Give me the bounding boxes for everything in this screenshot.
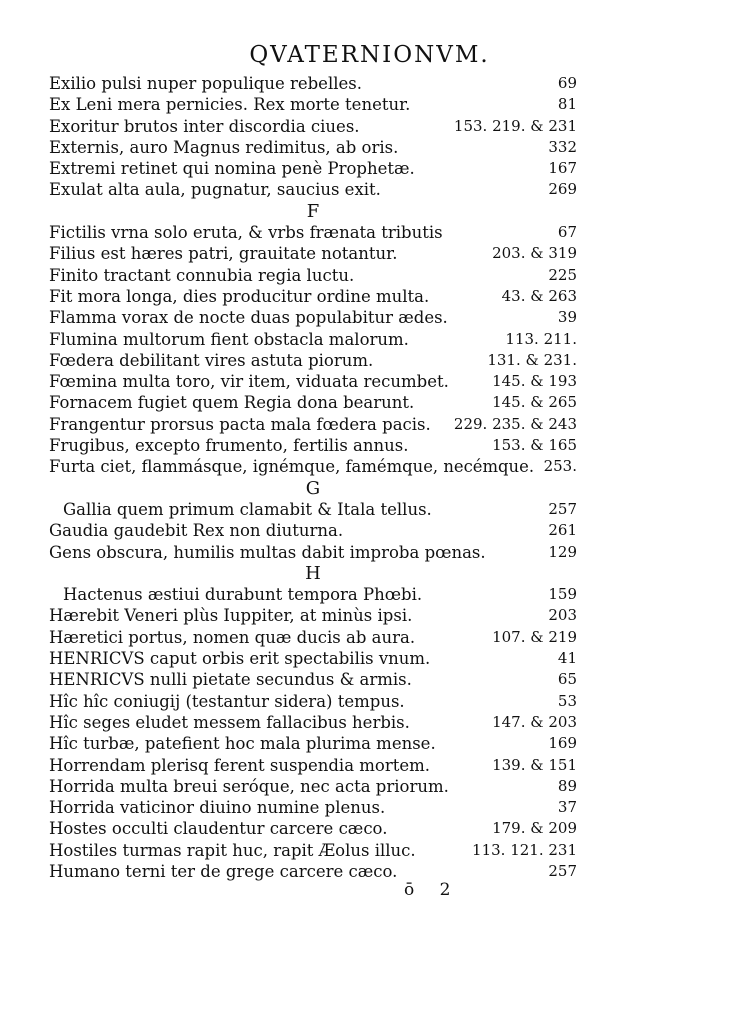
page-reference: 129 xyxy=(548,542,577,561)
page-reference: 253. xyxy=(543,457,577,476)
page-reference: 203 xyxy=(548,606,577,625)
index-entry xyxy=(49,222,577,243)
page-reference: 67 xyxy=(557,223,577,242)
index-entry xyxy=(49,243,577,264)
index-entry xyxy=(49,329,577,350)
entry-text: Gaudia gaudebit Rex non diuturna. xyxy=(49,521,344,541)
index-entry xyxy=(49,456,577,477)
index-entry xyxy=(49,371,577,392)
page-reference: 81 xyxy=(557,95,577,114)
entry-text: Exilio pulsi nuper populique rebelles. xyxy=(49,74,362,93)
page-reference: 179. & 209 xyxy=(492,819,577,838)
entry-text: Hæretici portus, nomen quæ ducis ab aura. xyxy=(49,627,416,647)
entry-text: Fœmina multa toro, vir item, viduata recumbet. xyxy=(49,372,449,392)
page-reference: 43. & 263 xyxy=(501,286,577,305)
page-reference: 257 xyxy=(548,861,577,880)
index-list xyxy=(49,73,577,882)
page-reference: 153. & 165 xyxy=(492,436,577,455)
page-reference: 147. & 203 xyxy=(492,712,577,731)
entry-text: Hîc turbæ, patefient hoc mala plurima mense. xyxy=(49,734,436,754)
entry-text: Furta ciet, flammásque, ignémque, famémque, necémque. xyxy=(49,457,535,477)
index-entry xyxy=(49,116,577,137)
section-letter: G xyxy=(305,477,321,499)
entry-text: Flamma vorax de nocte duas populabitur ædes. xyxy=(49,308,448,328)
page-reference: 159 xyxy=(548,585,577,604)
signature-mark: ō 2 xyxy=(404,880,461,900)
page-reference: 145. & 265 xyxy=(492,393,577,412)
entry-text: Ex Leni mera pernicies. Rex morte tenetur. xyxy=(49,95,411,115)
entry-text: Hîc hîc coniugij (testantur sidera) tempus. xyxy=(49,691,405,711)
entry-text: Extremi retinet qui nomina penè Prophetæ. xyxy=(49,159,415,179)
index-entry xyxy=(49,584,577,605)
entry-text: Exulat alta aula, pugnatur, saucius exit. xyxy=(49,180,381,200)
page-reference: 89 xyxy=(557,776,577,795)
page-reference: 131. & 231. xyxy=(487,350,577,369)
page-reference: 203. & 319 xyxy=(492,244,577,263)
entry-text: Horrida vaticinor diuino numine plenus. xyxy=(49,798,386,818)
entry-text: Hostes occulti claudentur carcere cæco. xyxy=(49,819,388,839)
index-entry xyxy=(49,627,577,648)
index-entry xyxy=(49,73,577,94)
page-reference: 69 xyxy=(557,74,577,92)
index-entry xyxy=(49,861,577,882)
page-reference: 153. 219. & 231 xyxy=(453,116,577,135)
page-reference: 169 xyxy=(548,734,577,753)
index-entry xyxy=(49,265,577,286)
index-entry xyxy=(49,605,577,626)
index-entry xyxy=(49,137,577,158)
index-entry xyxy=(49,94,577,115)
entry-text: Fœdera debilitant vires astuta piorum. xyxy=(49,350,374,370)
index-entry xyxy=(49,499,577,520)
index-entry xyxy=(49,286,577,307)
entry-text: Fictilis vrna solo eruta, & vrbs frænata tributis xyxy=(49,223,443,243)
page-reference: 113. 121. 231 xyxy=(472,840,577,859)
entry-text: Frangentur prorsus pacta mala fœdera pacis. xyxy=(49,414,431,434)
index-entry xyxy=(49,435,577,456)
entry-text: HENRICVS caput orbis erit spectabilis vnum. xyxy=(49,649,431,669)
index-entry xyxy=(49,733,577,754)
index-entry xyxy=(49,414,577,435)
page-reference: 332 xyxy=(548,137,577,156)
index-entry xyxy=(49,669,577,690)
page-reference: 257 xyxy=(548,499,577,518)
page-reference: 41 xyxy=(557,649,577,668)
entry-text: Finito tractant connubia regia luctu. xyxy=(49,265,355,285)
entry-text: Horrendam plerisq ferent suspendia mortem. xyxy=(49,755,431,775)
page-reference: 65 xyxy=(557,670,577,689)
page-reference: 37 xyxy=(557,798,577,817)
page-reference: 39 xyxy=(557,308,577,327)
entry-text: Hærebit Veneri plùs Iuppiter, at minùs ipsi. xyxy=(49,606,413,626)
entry-text: Hactenus æstiui durabunt tempora Phœbi. xyxy=(63,585,423,605)
index-entry xyxy=(49,818,577,839)
index-entry xyxy=(49,840,577,861)
entry-text: Gallia quem primum clamabit & Itala tellus. xyxy=(63,499,432,519)
index-entry xyxy=(49,797,577,818)
page-reference: 113. 211. xyxy=(505,329,577,348)
page-reference: 269 xyxy=(548,180,577,199)
page-reference: 229. 235. & 243 xyxy=(453,414,577,433)
entry-text: HENRICVS nulli pietate secundus & armis. xyxy=(49,670,412,690)
page-reference: 225 xyxy=(548,265,577,284)
page-title: QVATERNIONVM. xyxy=(249,42,490,68)
page-reference: 145. & 193 xyxy=(492,372,577,391)
entry-text: Gens obscura, humilis multas dabit improba pœnas. xyxy=(49,542,486,562)
index-entry xyxy=(49,307,577,328)
entry-text: Externis, auro Magnus redimitus, ab oris. xyxy=(49,137,399,157)
entry-text: Frugibus, excepto frumento, fertilis annus. xyxy=(49,436,409,456)
entry-text: Fit mora longa, dies producitur ordine multa. xyxy=(49,286,430,306)
entry-text: Exoritur brutos inter discordia ciues. xyxy=(49,116,360,136)
index-entry xyxy=(49,520,577,541)
index-entry xyxy=(49,158,577,179)
section-letter: H xyxy=(305,562,321,584)
index-entry xyxy=(49,776,577,797)
entry-text: Fornacem fugiet quem Regia dona bearunt. xyxy=(49,393,415,413)
entry-text: Flumina multorum fient obstacla malorum. xyxy=(49,329,409,349)
index-entry xyxy=(49,648,577,669)
page-reference: 167 xyxy=(548,159,577,178)
page-reference: 261 xyxy=(548,521,577,540)
index-entry xyxy=(49,712,577,733)
section-letter: F xyxy=(306,200,320,222)
entry-text: Hostiles turmas rapit huc, rapit Æolus illuc. xyxy=(49,840,416,860)
page-reference: 107. & 219 xyxy=(492,627,577,646)
index-entry xyxy=(49,350,577,371)
page-reference: 53 xyxy=(557,691,577,710)
index-entry xyxy=(49,179,577,200)
index-entry xyxy=(49,542,577,563)
index-entry xyxy=(49,392,577,413)
entry-text: Horrida multa breui seróque, nec acta priorum. xyxy=(49,776,449,796)
page-reference: 139. & 151 xyxy=(492,755,577,774)
index-entry xyxy=(49,691,577,712)
entry-text: Hîc seges eludet messem fallacibus herbis. xyxy=(49,712,410,732)
index-entry xyxy=(49,755,577,776)
entry-text: Humano terni ter de grege carcere cæco. xyxy=(49,861,398,881)
entry-text: Filius est hæres patri, grauitate notantur. xyxy=(49,244,398,264)
